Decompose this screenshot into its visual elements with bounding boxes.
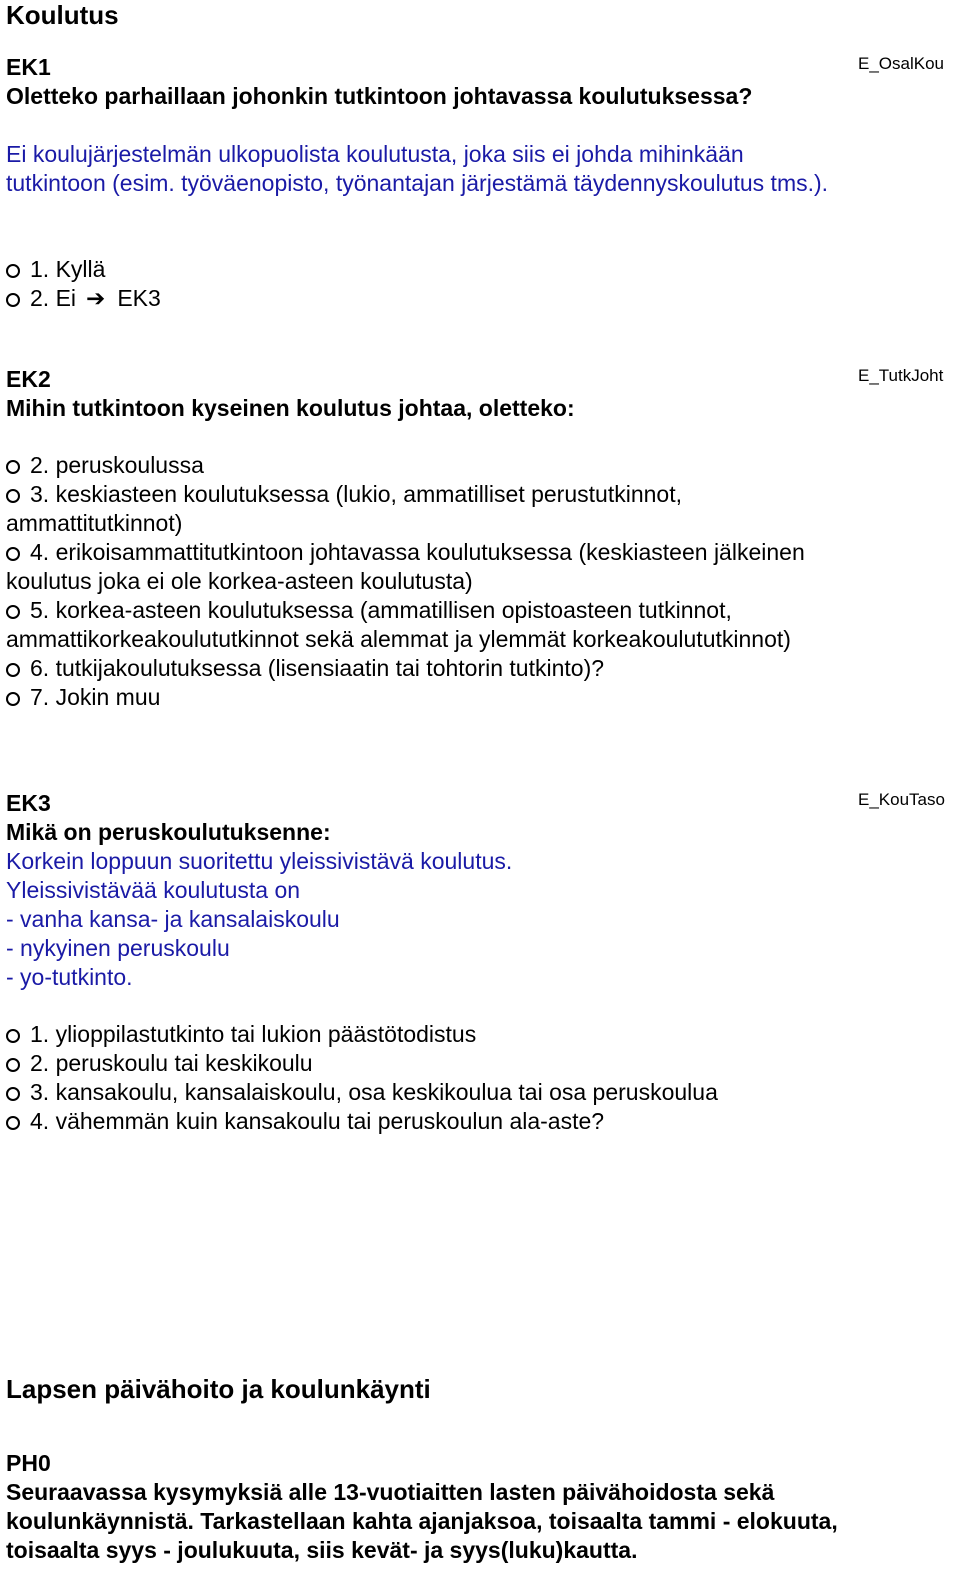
- option-ek2-3[interactable]: [6, 480, 806, 538]
- options-ek1: [6, 255, 826, 313]
- interviewer-note-ek1: Ei koulujärjestelmän ulkopuolista koulutusta, joka siis ei johda mihinkään tutkintoon (esim. työväenopisto, työnantajan järjestämä täydennyskoulutus tms.).: [6, 141, 829, 196]
- arrow-right-icon: ➔: [86, 285, 106, 311]
- question-code-ek1: EK1: [6, 54, 51, 80]
- option-label: 3. kansakoulu, kansalaiskoulu, osa keskikoulua tai osa peruskoulua: [30, 1079, 718, 1105]
- option-label: 6. tutkijakoulutuksessa (lisensiaatin tai tohtorin tutkinto)?: [30, 655, 605, 681]
- variable-name-ek3: E_KouTaso: [858, 790, 945, 809]
- radio-circle-icon[interactable]: [6, 1029, 20, 1043]
- variable-name-ek2: E_TutkJoht: [858, 366, 944, 385]
- note-line: Korkein loppuun suoritettu yleissivistävä koulutus.: [6, 848, 513, 874]
- option-label: 4. vähemmän kuin kansakoulu tai peruskoulun ala-aste?: [30, 1108, 605, 1134]
- option-label: 2. peruskoulussa: [30, 452, 204, 478]
- intro-text-ph0: Seuraavassa kysymyksiä alle 13-vuotiaitten lasten päivähoidosta sekä koulunkäynnistä. Tarkastellaan kahta ajanjaksoa, toisaalta tammi - elokuuta, toisaalta syys - joulukuuta, siis kevät- ja syys(luku)kautta.: [6, 1479, 838, 1563]
- radio-circle-icon[interactable]: [6, 489, 20, 503]
- question-text-ek3: Mikä on peruskoulutuksenne:: [6, 819, 331, 845]
- option-label: 4. erikoisammattitutkintoon johtavassa koulutuksessa (keskiasteen jälkeinen koulutus joka ei ole korkea-asteen koulutusta): [6, 539, 805, 594]
- option-label: 3. keskiasteen koulutuksessa (lukio, ammatilliset perustutkinnot, ammattitutkinnot): [6, 481, 682, 536]
- option-ek2-5[interactable]: [6, 596, 806, 654]
- radio-circle-icon[interactable]: [6, 293, 20, 307]
- note-line: Yleissivistävää koulutusta on: [6, 877, 301, 903]
- skip-target: EK3: [117, 285, 161, 311]
- variable-name-ek1: E_OsalKou: [858, 54, 944, 73]
- option-ek3-3[interactable]: [6, 1078, 826, 1107]
- section-title-koulutus: Koulutus: [6, 0, 119, 30]
- radio-circle-icon[interactable]: [6, 1116, 20, 1130]
- options-ek3: [6, 1020, 826, 1136]
- radio-circle-icon[interactable]: [6, 663, 20, 677]
- option-label: 5. korkea-asteen koulutuksessa (ammatillisen opistoasteen tutkinnot, ammattikorkeakoulututkinnot sekä alemmat ja ylemmät korkeakoulututkinnot): [6, 597, 791, 652]
- option-ek2-7[interactable]: [6, 683, 806, 712]
- question-text-ek1: Oletteko parhaillaan johonkin tutkintoon johtavassa koulutuksessa?: [6, 83, 753, 109]
- note-line: - yo-tutkinto.: [6, 964, 133, 990]
- question-text-ek2: Mihin tutkintoon kyseinen koulutus johtaa, oletteko:: [6, 395, 575, 421]
- options-ek2: [6, 451, 806, 712]
- option-label: 1. ylioppilastutkinto tai lukion päästötodistus: [30, 1021, 477, 1047]
- question-code-ek3: EK3: [6, 790, 51, 816]
- radio-circle-icon[interactable]: [6, 692, 20, 706]
- option-label: 2. Ei: [30, 285, 77, 311]
- radio-circle-icon[interactable]: [6, 1087, 20, 1101]
- radio-circle-icon[interactable]: [6, 547, 20, 561]
- question-code-ek2: EK2: [6, 366, 51, 392]
- option-label: 7. Jokin muu: [30, 684, 161, 710]
- radio-circle-icon[interactable]: [6, 264, 20, 278]
- option-label: 2. peruskoulu tai keskikoulu: [30, 1050, 313, 1076]
- option-ek1-2[interactable]: [6, 284, 826, 313]
- option-ek2-6[interactable]: [6, 654, 806, 683]
- option-ek3-1[interactable]: [6, 1020, 826, 1049]
- question-code-ph0: PH0: [6, 1450, 51, 1476]
- interviewer-note-ek3: [6, 847, 846, 992]
- option-ek2-4[interactable]: [6, 538, 806, 596]
- section-title-paivahoito: Lapsen päivähoito ja koulunkäynti: [6, 1374, 431, 1404]
- radio-circle-icon[interactable]: [6, 460, 20, 474]
- radio-circle-icon[interactable]: [6, 1058, 20, 1072]
- radio-circle-icon[interactable]: [6, 605, 20, 619]
- note-line: - vanha kansa- ja kansalaiskoulu: [6, 906, 340, 932]
- note-line: - nykyinen peruskoulu: [6, 935, 230, 961]
- option-label: 1. Kyllä: [30, 256, 106, 282]
- option-ek3-2[interactable]: [6, 1049, 826, 1078]
- option-ek1-1[interactable]: [6, 255, 826, 284]
- option-ek3-4[interactable]: [6, 1107, 826, 1136]
- option-ek2-2[interactable]: [6, 451, 806, 480]
